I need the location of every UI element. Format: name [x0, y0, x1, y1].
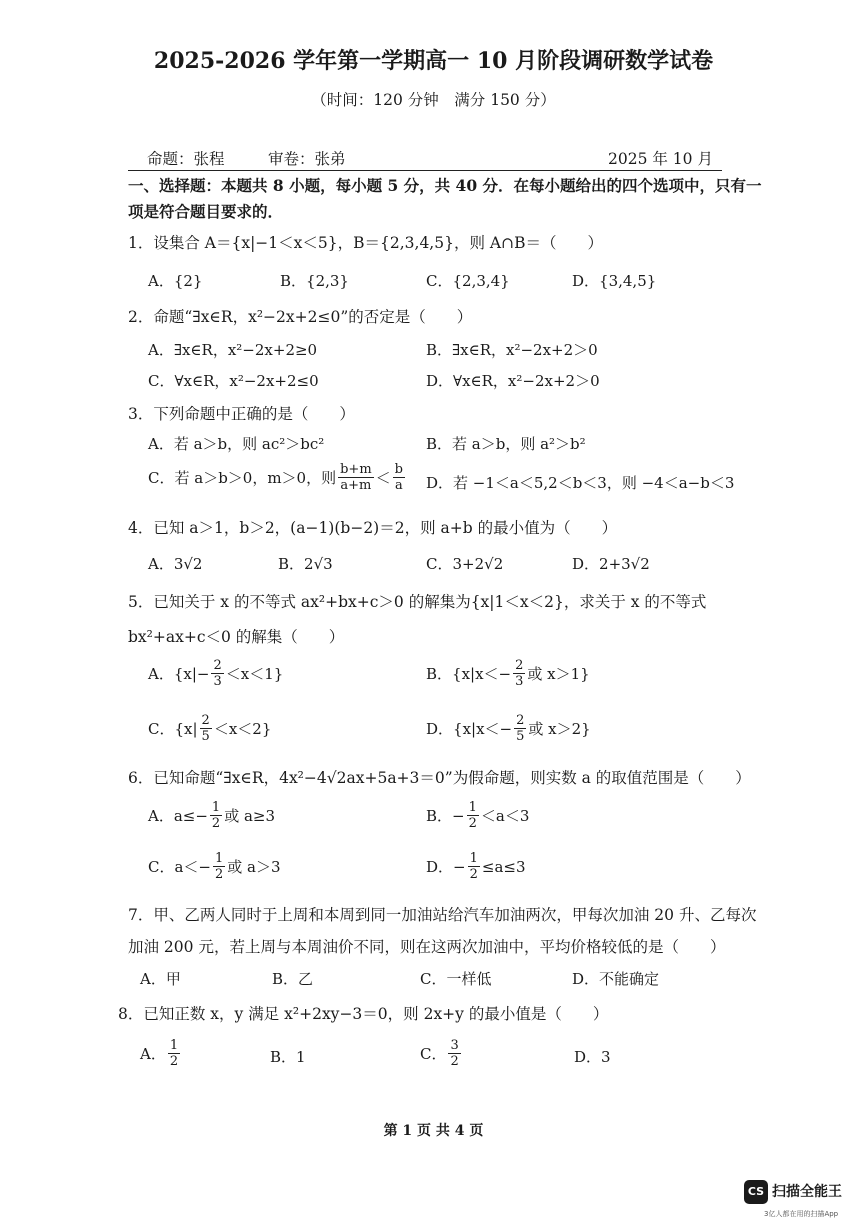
option-text: A．a≤− — [148, 807, 208, 825]
option-text: D．{x|x＜− — [426, 720, 513, 738]
author: 命题：张程 — [147, 150, 225, 168]
option-text: 或 x＞2} — [528, 720, 591, 738]
section-heading-line1: 一、选择题：本题共 8 小题，每小题 5 分，共 40 分．在每小题给出的四个选项中，只有一 — [128, 176, 762, 195]
scanner-app-name: 扫描全能王 — [772, 1184, 842, 1200]
numerator: 2 — [515, 658, 524, 673]
q1-option-b: B．{2,3} — [280, 272, 349, 290]
denominator: 2 — [215, 867, 224, 882]
q4-option-b: B．2√3 — [278, 555, 333, 573]
q3-option-c — [148, 462, 407, 493]
q5-option-c — [148, 713, 271, 744]
fraction — [168, 1038, 180, 1069]
reviewer: 审卷：张弟 — [268, 150, 346, 168]
q7-option-c: C．一样低 — [420, 970, 492, 988]
q7-stem-line1: 7．甲、乙两人同时于上周和本周到同一加油站给汽车加油两次，甲每次加油 20 升、乙每次 — [128, 906, 757, 924]
fraction — [200, 713, 212, 744]
denominator: 2 — [169, 1054, 179, 1069]
scanner-tagline: 3亿人都在用的扫描App — [764, 1210, 839, 1218]
option-text: C．{x| — [148, 720, 198, 738]
option-text: ＜x＜1} — [225, 665, 284, 683]
numerator: b — [394, 462, 403, 477]
denominator: 5 — [516, 729, 525, 744]
fraction — [210, 800, 222, 831]
q4-option-c: C．3+2√2 — [426, 555, 504, 573]
denominator: 2 — [469, 867, 478, 882]
q8-option-d: D．3 — [574, 1048, 611, 1066]
q2-option-c: C．∀x∈R，x²−2x+2≤0 — [148, 372, 319, 390]
fraction — [513, 658, 525, 689]
option-text: B．{x|x＜− — [426, 665, 512, 683]
header-rule — [128, 170, 722, 171]
denominator: a — [394, 478, 403, 493]
q3-option-a: A．若 a＞b，则 ac²＞bc² — [148, 435, 325, 453]
q8-option-a — [140, 1038, 182, 1069]
option-text: D．− — [426, 858, 466, 876]
q7-option-a: A．甲 — [140, 970, 181, 988]
q1-option-d: D．{3,4,5} — [572, 272, 657, 290]
q1-option-a: A．{2} — [148, 272, 203, 290]
option-text: ＜x＜2} — [213, 720, 272, 738]
q1-option-c: C．{2,3,4} — [426, 272, 510, 290]
option-text: 或 x＞1} — [527, 665, 590, 683]
exam-subtitle: （时间：120 分钟 满分 150 分） — [311, 91, 556, 109]
denominator: a+m — [340, 478, 372, 493]
q3-stem: 3．下列命题中正确的是（ ） — [128, 405, 355, 423]
numerator: 2 — [516, 713, 525, 728]
q6-option-d — [426, 851, 526, 882]
exam-date: 2025 年 10 月 — [608, 150, 713, 168]
numerator: 2 — [213, 658, 222, 673]
denominator: 3 — [213, 674, 222, 689]
fraction — [467, 800, 479, 831]
q6-stem: 6．已知命题“∃x∈R，4x²−4√2ax+5a+3＝0”为假命题，则实数 a 的取值范围是（ ） — [128, 769, 751, 787]
q4-stem: 4．已知 a＞1，b＞2，(a−1)(b−2)＝2，则 a+b 的最小值为（ ） — [128, 519, 618, 537]
q5-stem-line2: bx²+ax+c＜0 的解集（ ） — [128, 628, 345, 646]
scanner-logo-icon: CS — [744, 1180, 768, 1204]
option-text: A． — [140, 1045, 166, 1063]
fraction — [448, 1038, 460, 1069]
fraction — [468, 851, 480, 882]
numerator: 1 — [211, 800, 221, 815]
q3-option-c-text: C．若 a＞b＞0，m＞0，则 — [148, 469, 337, 487]
option-text: 或 a≥3 — [224, 807, 276, 825]
numerator: 1 — [469, 851, 478, 866]
option-text: A．{x|− — [148, 665, 210, 683]
q3-option-d: D．若 −1＜a＜5,2＜b＜3，则 −4＜a−b＜3 — [426, 474, 735, 492]
numerator: 1 — [468, 800, 477, 815]
option-text: ＜a＜3 — [480, 807, 530, 825]
q8-option-b: B．1 — [270, 1048, 306, 1066]
q6-option-b — [426, 800, 529, 831]
option-text: C． — [420, 1045, 447, 1063]
option-text: C．a＜− — [148, 858, 211, 876]
q2-option-b: B．∃x∈R，x²−2x+2＞0 — [426, 341, 598, 359]
fraction — [213, 851, 225, 882]
q1-stem: 1．设集合 A＝{x|−1＜x＜5}，B＝{2,3,4,5}，则 A∩B＝（ ） — [128, 234, 603, 252]
q3-option-b: B．若 a＞b，则 a²＞b² — [426, 435, 586, 453]
option-text: 或 a＞3 — [227, 858, 281, 876]
option-text: B．− — [426, 807, 465, 825]
scanner-watermark — [744, 1180, 854, 1220]
numerator: 3 — [450, 1038, 459, 1053]
q7-option-b: B．乙 — [272, 970, 314, 988]
section-heading-line2: 项是符合题目要求的． — [128, 202, 284, 221]
q8-stem: 8．已知正数 x，y 满足 x²+2xy−3＝0，则 2x+y 的最小值是（ ） — [118, 1005, 609, 1023]
denominator: 5 — [201, 729, 210, 744]
less-than: ＜ — [375, 469, 391, 487]
numerator: b+m — [340, 462, 372, 477]
denominator: 2 — [468, 816, 477, 831]
q2-option-d: D．∀x∈R，x²−2x+2＞0 — [426, 372, 600, 390]
numerator: 1 — [215, 851, 224, 866]
q5-option-a — [148, 658, 283, 689]
q5-option-b — [426, 658, 590, 689]
q5-stem-line1: 5．已知关于 x 的不等式 ax²+bx+c＞0 的解集为{x|1＜x＜2}，求关于 x 的不等式 — [128, 593, 707, 611]
denominator: 2 — [211, 816, 221, 831]
q2-stem: 2．命题“∃x∈R，x²−2x+2≤0”的否定是（ ） — [128, 308, 473, 326]
exam-title: 2025-2026 学年第一学期高一 10 月阶段调研数学试卷 — [153, 48, 714, 74]
fraction — [514, 713, 526, 744]
fraction — [393, 462, 405, 493]
fraction — [211, 658, 223, 689]
q2-option-a: A．∃x∈R，x²−2x+2≥0 — [148, 341, 318, 359]
q4-option-d: D．2+3√2 — [572, 555, 650, 573]
option-text: ≤a≤3 — [481, 857, 526, 876]
q7-option-d: D．不能确定 — [572, 970, 660, 988]
fraction — [338, 462, 374, 493]
q6-option-c — [148, 851, 281, 882]
q7-stem-line2: 加油 200 元，若上周与本周油价不同，则在这两次加油中，平均价格较低的是（ ） — [128, 938, 726, 956]
denominator: 2 — [450, 1054, 459, 1069]
q8-option-c — [420, 1038, 463, 1069]
page-number: 第 1 页 共 4 页 — [383, 1123, 484, 1139]
q5-option-d — [426, 713, 591, 744]
numerator: 1 — [169, 1038, 179, 1053]
denominator: 3 — [515, 674, 524, 689]
q4-option-a: A．3√2 — [148, 555, 203, 573]
q6-option-a — [148, 800, 275, 831]
numerator: 2 — [201, 713, 210, 728]
